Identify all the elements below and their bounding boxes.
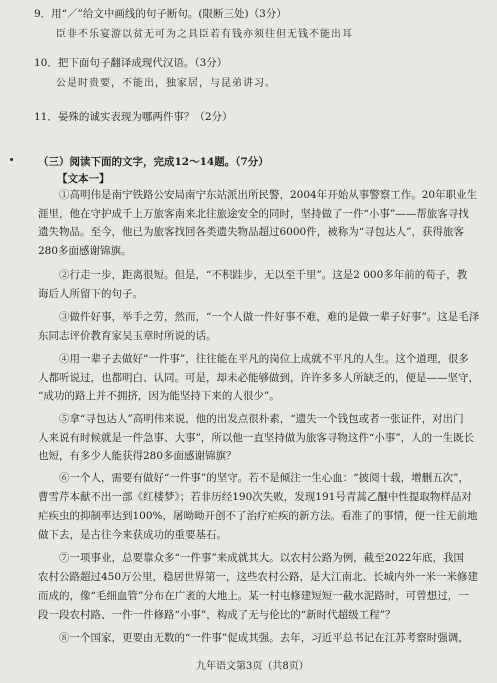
passage-line: 农村公路超过450万公里，稳居世界第一，这些农村公路，是大江南北、长城内外一米一米修建 <box>38 571 479 583</box>
passage-line: 段一段农村路、一件一件修路“小事”，构成了无与伦比的“新时代超级工程”？ <box>38 609 396 621</box>
question-10: 10．把下面句子翻译成现代汉语。（3分） <box>34 57 228 69</box>
passage-line: “成功的路上并不拥挤，因为能坚持下来的人很少”。 <box>38 390 280 402</box>
passage-line: 280多面感谢锦旗。 <box>38 245 132 257</box>
passage-line: 涯里，他在守护成千上万旅客南来北往旅途安全的同时，坚持做了一件“小事”——帮旅客寻找 <box>38 208 469 220</box>
passage-line: ③做件好事，举手之劳，然而，“一个人做一件好事不难，难的是做一辈子好事”。这是毛泽 <box>59 311 480 323</box>
passage-line: 曹雪芹本献不出一部《红楼梦》；若非历经190次失败，发现191号青蒿乙醚中性提取物样品对 <box>38 491 472 503</box>
passage-line: 诲后人所留下的句子。 <box>38 288 143 300</box>
passage-line: 做下去，是古往今来获成功的重要基石。 <box>38 529 227 541</box>
section-heading: （三）阅读下面的文字，完成12～14题。（7分） <box>38 156 269 168</box>
passage-line: ⑦一项事业，总要靠众多“一件事”来成就其大。以农村公路为例，截至2022年底，我国 <box>59 552 464 564</box>
question-9-sentence: 臣非不乐宴游以贫无可为之具臣若有钱亦须往但无钱不能出耳 <box>56 29 353 40</box>
text-one-title: 【文本一】 <box>57 173 110 185</box>
question-9: 9．用“／”给文中画线的句子断句。(限断三处)（3分） <box>34 8 287 20</box>
passage-line: 东同志评价教育家吴玉章时所说的话。 <box>38 330 217 342</box>
passage-line: 疟疾虫的抑制率达到100%，屠呦呦开创不了治疗疟疾的新方法。看准了的事情，便一往无前地 <box>38 510 478 522</box>
passage-line: 遗失物品。至今，他已为旅客找回各类遗失物品超过6000件，被称为“寻包达人”，获得旅客 <box>38 226 464 238</box>
passage-line: 人都听说过，也都明白、认同。可是，却未必能够做到，许许多多人所缺乏的，便是——坚守， <box>38 372 479 384</box>
speck-mark <box>10 158 13 161</box>
passage-line: ⑤拿“寻包达人”高明伟来说，他的出发点很朴素，“遗失一个钱包或者一张证件，对出门 <box>59 413 464 425</box>
passage-line: ⑥一个人，需要有做好“一件事”的坚守。若不是倾注一生心血：“披阅十载，增删五次”， <box>59 472 469 484</box>
passage-line: ①高明伟是南宁铁路公安局南宁东站派出所民警，2004年开始从事警察工作。20年职业生 <box>59 189 478 201</box>
passage-line: 而成的，像“毛细血管”分布在广袤的大地上。某一村屯修建短短一截水泥路时，可曾想过，一 <box>38 590 469 602</box>
passage-line: ④用一辈子去做好“一件事”，往往能在平凡的岗位上成就不平凡的人生。这个道理，很多 <box>59 353 469 365</box>
question-11: 11．晏殊的诚实表现为哪两件事？（2分） <box>34 111 233 123</box>
passage-line: ②行走一步，距离很短。但是，“不积跬步，无以至千里”。这是2 000多年前的荀子，教 <box>59 269 468 281</box>
passage-line: 也短，有多少人能获得280多面感谢锦旗？ <box>38 450 237 462</box>
passage-line: 人来说有时候就是一件急事、大事”，所以他一直坚持做为旅客寻物这件“小事”，人的一生既长 <box>38 432 475 444</box>
passage-line: ⑧一个国家，更要由无数的“一件事”促成其强。去年，习近平总书记在江苏考察时强调， <box>59 632 469 644</box>
question-10-sentence: 公是时贵要，不能出，独家居，与昆弟讲习。 <box>56 78 276 89</box>
page-footer: 九年语文第3页（共8页） <box>196 661 309 672</box>
